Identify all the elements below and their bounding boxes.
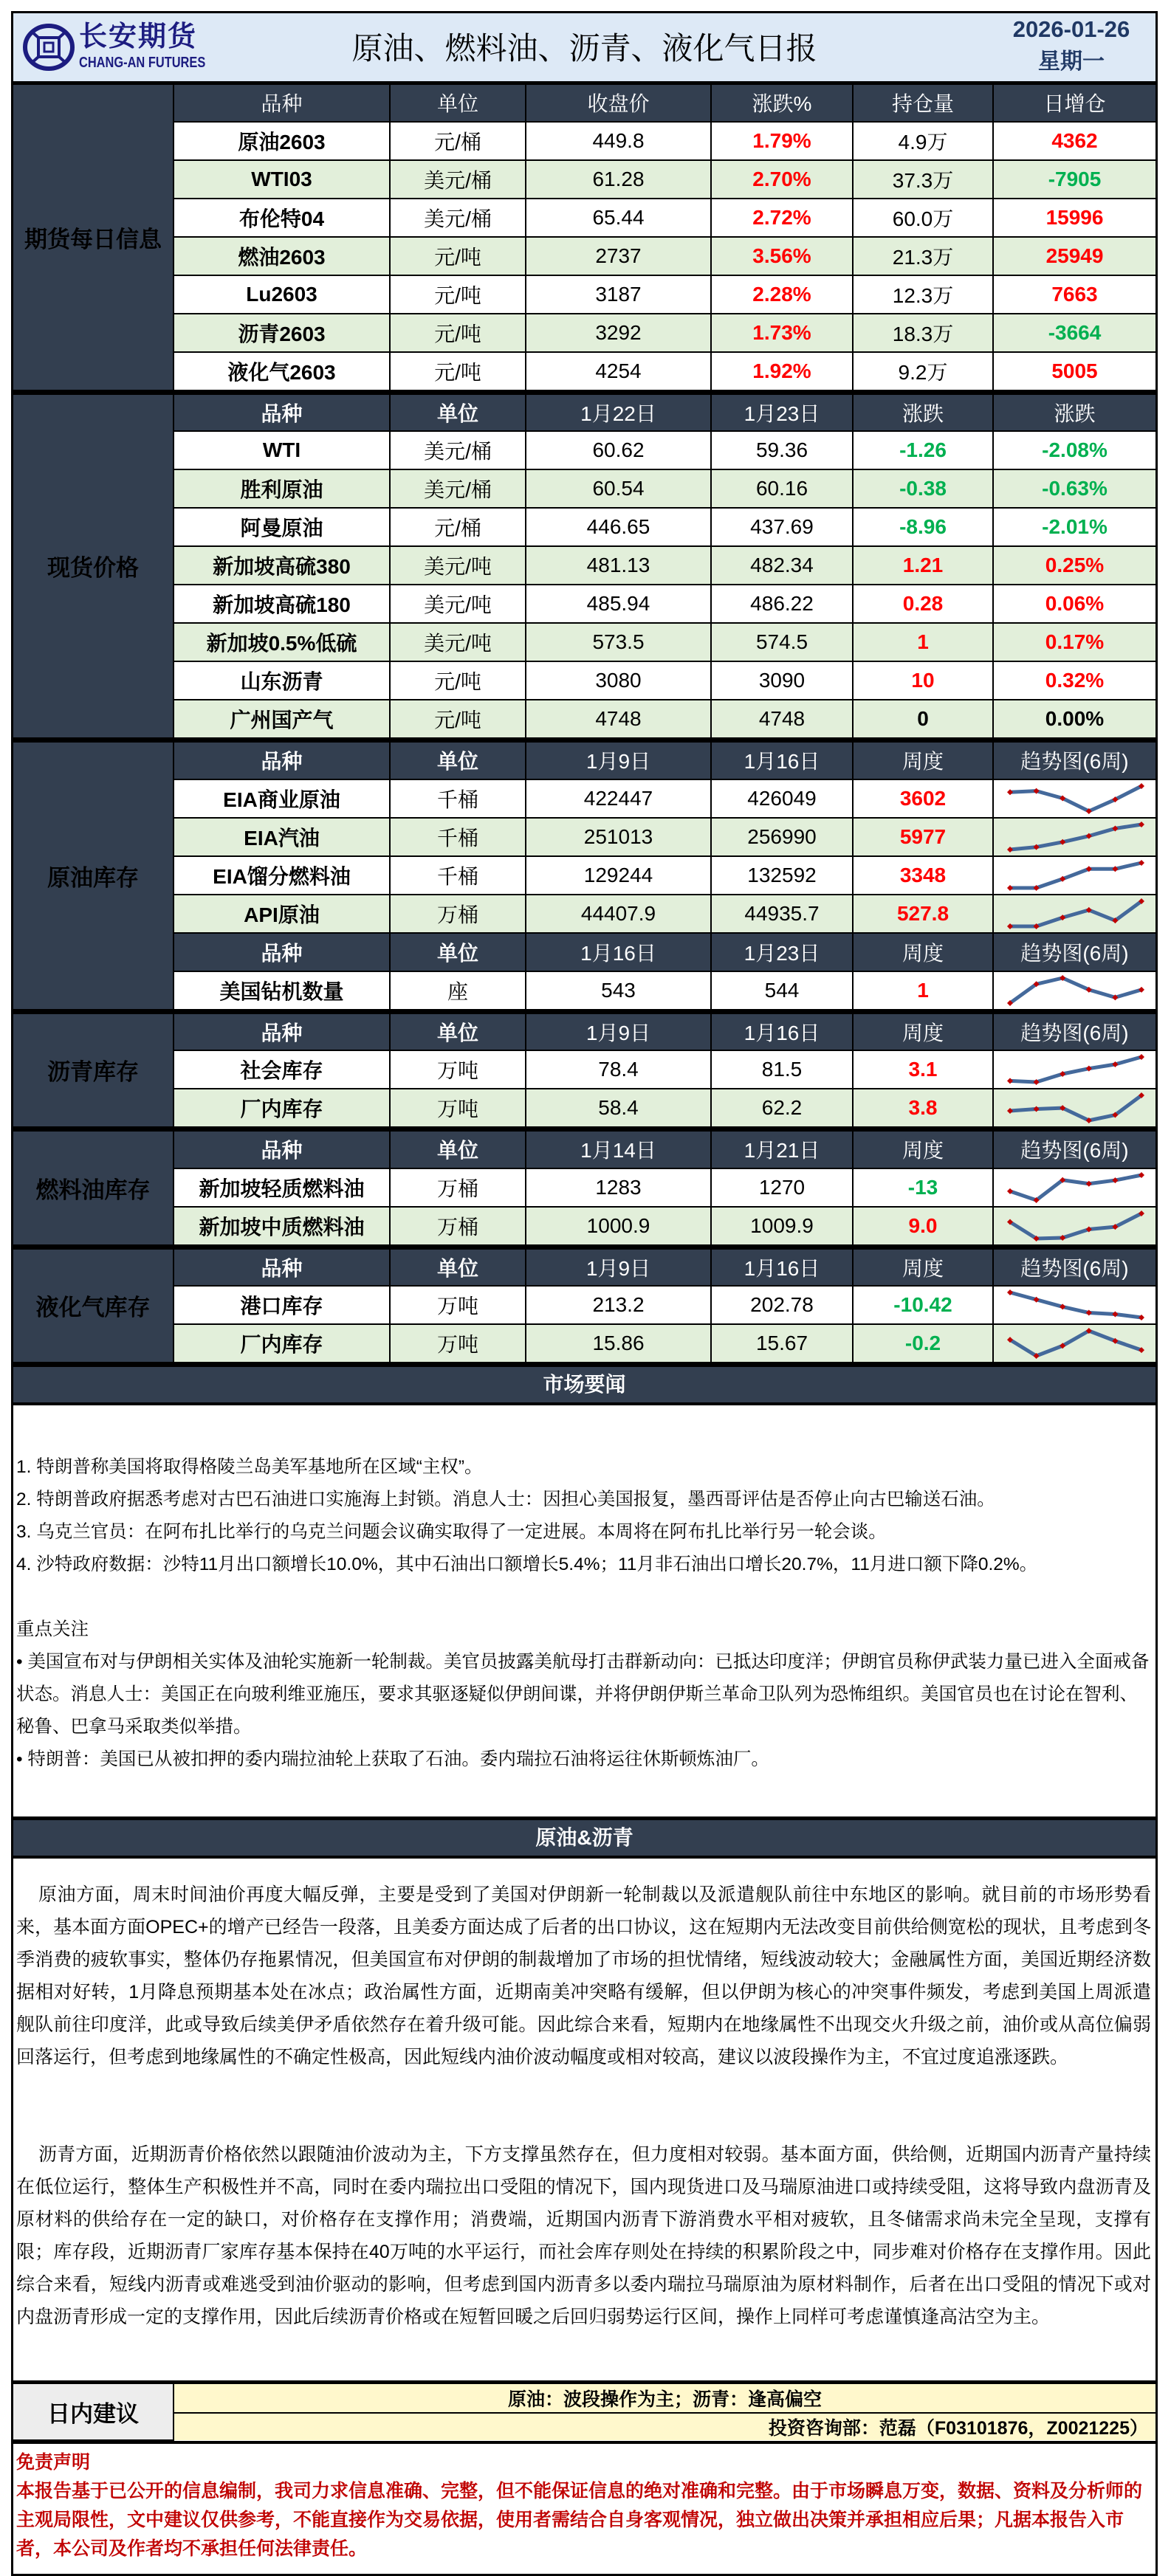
table-row: [13, 431, 1155, 469]
table-row: [13, 1324, 1155, 1363]
variety-cell: 原油2603: [174, 122, 390, 160]
table-row: [13, 971, 1155, 1010]
weekly-change-cell: 3.8: [853, 1089, 993, 1127]
focus-item: • 特朗普：美国已从被扣押的委内瑞拉油轮上获取了石油。委内瑞拉石油将运往休斯顿炼油厂。: [16, 1749, 769, 1769]
weekly-change-cell: -0.2: [853, 1324, 993, 1363]
col-header-oi-change: 日增仓: [993, 83, 1155, 122]
unit-cell: 元/桶: [390, 508, 526, 546]
col-header-unit: 单位: [390, 1012, 526, 1050]
table-row: [13, 199, 1155, 237]
change-pct-cell: -0.63%: [993, 469, 1155, 508]
report-date: 2026-01-26: [1012, 16, 1130, 42]
table-row: [13, 661, 1155, 700]
prev-value-cell: 58.4: [526, 1089, 711, 1127]
oi-change-cell: 5005: [993, 352, 1155, 390]
market-news-bar: [13, 1363, 1155, 1405]
table-row: [13, 856, 1155, 895]
unit-cell: 座: [390, 971, 526, 1010]
table-header-row: [13, 933, 1155, 971]
prev-price-cell: 485.94: [526, 585, 711, 623]
col-header-variety: 品种: [174, 393, 390, 431]
trend-sparkline: [993, 1050, 1155, 1089]
crude-inventory-table: [13, 739, 1155, 1010]
analysis-bar: [13, 1816, 1155, 1859]
col-header-variety: 品种: [174, 1012, 390, 1050]
col-header-close: 收盘价: [526, 83, 711, 122]
spot-price-table: [13, 391, 1155, 740]
prev-price-cell: 60.54: [526, 469, 711, 508]
weekly-change-cell: 3602: [853, 779, 993, 818]
col-header-weekly: 周度: [853, 1012, 993, 1050]
variety-cell: EIA商业原油: [174, 779, 390, 818]
close-price-cell: 3292: [526, 314, 711, 352]
change-pct-cell: -2.01%: [993, 508, 1155, 546]
table-row: [13, 700, 1155, 738]
variety-cell: EIA馏分燃料油: [174, 856, 390, 895]
table-row: [13, 1089, 1155, 1127]
section-label-spot: 现货价格: [13, 393, 174, 738]
unit-cell: 元/桶: [390, 122, 526, 160]
col-header-open-interest: 持仓量: [853, 83, 993, 122]
variety-cell: 港口库存: [174, 1286, 390, 1324]
spacer: [16, 1581, 1151, 1614]
change-pct-cell: 2.70%: [711, 160, 853, 199]
col-header-unit: 单位: [390, 1130, 526, 1168]
variety-cell: 燃油2603: [174, 237, 390, 275]
change-pct-cell: 0.25%: [993, 546, 1155, 585]
focus-item: • 美国宣布对与伊朗相关实体及油轮实施新一轮制裁。美官员披露美航母打击群新动向：已抵达印度洋；伊朗官员称伊武装力量已进入全面戒备状态。消息人士：美国正在向玻利维亚施压，要求其驱逐疑似伊朗间谍，并将伊朗伊斯兰革命卫队列为恐怖组织。美国官员也在讨论在智利、秘鲁、巴拿马采取类似举措。: [16, 1652, 1150, 1737]
analysis-paragraph-crude: 原油方面，周末时间油价再度大幅反弹，主要是受到了美国对伊朗新一轮制裁以及派遣舰队前往中东地区的影响。就目前的市场形势看来，基本面方面OPEC+的增产已经告一段落，且美委方面达成了后者的出口协议，这在短期内无法改变目前供给侧宽松的现状，且考虑到冬季消费的疲软事实，整体仍存拖累情况，但美国宣布对伊朗的制裁增加了市场的担忧情绪，短线波动较大；金融属性方面，美国近期经济数据相对好转，1月降息预期基本处在冰点；政治属性方面，近期南美冲突略有缓解，但以伊朗为核心的冲突事件频发，考虑到美国上周派遣舰队前往印度洋，此或导致后续美伊矛盾依然存在着升级可能。因此综合来看，短期内在地缘属性不出现交火升级之前，油价或从高位偏弱回落运行，但考虑到地缘属性的不确定性极高，因此短线内油价波动幅度或相对较高，建议以波段操作为主，不宜过度追涨逐跌。: [16, 1884, 1151, 2067]
table-row: [13, 508, 1155, 546]
prev-price-cell: 3080: [526, 661, 711, 700]
section-label-crude-inventory: 原油库存: [13, 741, 174, 1010]
table-row: [13, 895, 1155, 933]
col-header-change: 涨跌: [853, 393, 993, 431]
table-header-row: [13, 393, 1155, 431]
prev-value-cell: 15.86: [526, 1324, 711, 1363]
curr-value-cell: 1270: [711, 1168, 853, 1207]
col-header-curr-date: 1月23日: [711, 393, 853, 431]
prev-value-cell: 44407.9: [526, 895, 711, 933]
close-price-cell: 2737: [526, 237, 711, 275]
report-date-block: [997, 15, 1145, 77]
futures-daily-table: [13, 81, 1155, 391]
news-item: 3. 乌克兰官员：在阿布扎比举行的乌克兰问题会议确实取得了一定进展。本周将在阿布扎比举行另一轮会谈。: [16, 1522, 887, 1542]
curr-price-cell: 486.22: [711, 585, 853, 623]
change-pct-cell: 1.79%: [711, 122, 853, 160]
unit-cell: 美元/吨: [390, 585, 526, 623]
market-news-title: 市场要闻: [543, 1373, 626, 1396]
report-title: 原油、燃料油、沥青、液化气日报: [351, 31, 817, 66]
col-header-curr-date: 1月21日: [711, 1130, 853, 1168]
daily-report: [11, 11, 1158, 2576]
weekly-change-cell: 9.0: [853, 1207, 993, 1245]
unit-cell: 元/吨: [390, 352, 526, 390]
oi-change-cell: 25949: [993, 237, 1155, 275]
change-pct-cell: 0.00%: [993, 700, 1155, 738]
table-row: [13, 160, 1155, 199]
col-header-curr-date: 1月16日: [711, 1012, 853, 1050]
col-header-prev-date: 1月14日: [526, 1130, 711, 1168]
variety-cell: Lu2603: [174, 275, 390, 314]
curr-value-cell: 256990: [711, 818, 853, 856]
col-header-trend: 趋势图(6周): [993, 1247, 1155, 1286]
col-header-variety: 品种: [174, 83, 390, 122]
prev-value-cell: 78.4: [526, 1050, 711, 1089]
unit-cell: 元/吨: [390, 700, 526, 738]
trend-sparkline: [993, 779, 1155, 818]
change-pct-cell: 2.28%: [711, 275, 853, 314]
table-row: [13, 1207, 1155, 1245]
curr-value-cell: 1009.9: [711, 1207, 853, 1245]
col-header-trend: 趋势图(6周): [993, 1012, 1155, 1050]
report-header: [13, 13, 1155, 81]
variety-cell: 新加坡高硫380: [174, 546, 390, 585]
col-header-curr-date: 1月16日: [711, 741, 853, 779]
market-news-body: [13, 1405, 1155, 1816]
analysis-body: [13, 1859, 1155, 2380]
curr-price-cell: 482.34: [711, 546, 853, 585]
change-pct-cell: -2.08%: [993, 431, 1155, 469]
variety-cell: 新加坡中质燃料油: [174, 1207, 390, 1245]
variety-cell: 胜利原油: [174, 469, 390, 508]
change-pct-cell: 1.73%: [711, 314, 853, 352]
col-header-prev-date: 1月22日: [526, 393, 711, 431]
table-header-row: [13, 83, 1155, 122]
close-price-cell: 65.44: [526, 199, 711, 237]
asphalt-inventory-table: [13, 1010, 1155, 1129]
section-label-fuel-oil-inventory: 燃料油库存: [13, 1130, 174, 1245]
unit-cell: 元/吨: [390, 275, 526, 314]
prev-value-cell: 213.2: [526, 1286, 711, 1324]
table-header-row: [13, 1247, 1155, 1286]
change-cell: 1: [853, 623, 993, 661]
variety-cell: 厂内库存: [174, 1324, 390, 1363]
col-header-weekly: 周度: [853, 741, 993, 779]
variety-cell: 阿曼原油: [174, 508, 390, 546]
unit-cell: 美元/桶: [390, 199, 526, 237]
advice-analyst: 投资咨询部：范磊（F03101876，Z0021225）: [174, 2413, 1155, 2440]
table-row: [13, 352, 1155, 390]
unit-cell: 万桶: [390, 1207, 526, 1245]
col-header-trend: 趋势图(6周): [993, 1130, 1155, 1168]
table-row: [13, 818, 1155, 856]
table-row: [13, 122, 1155, 160]
col-header-curr-date: 1月23日: [711, 933, 853, 971]
change-pct-cell: 0.32%: [993, 661, 1155, 700]
disclaimer-text: 本报告基于已公开的信息编制，我司力求信息准确、完整，但不能保证信息的绝对准确和完整。由于市场瞬息万变，数据、资料及分析师的主观局限性，文中建议仅供参考，不能直接作为交易依据，使用者需结合自身客观情况，独立做出决策并承担相应后果；凡据本报告入市者，本公司及作者均不承担任何法律责任。: [16, 2481, 1143, 2559]
open-interest-cell: 12.3万: [853, 275, 993, 314]
news-item: 4. 沙特政府数据：沙特11月出口额增长10.0%，其中石油出口额增长5.4%；11月非石油出口增长20.7%，11月进口额下降0.2%。: [16, 1554, 1038, 1574]
col-header-prev-date: 1月9日: [526, 1012, 711, 1050]
advice-row: [13, 2413, 1155, 2440]
variety-cell: 布伦特04: [174, 199, 390, 237]
prev-price-cell: 446.65: [526, 508, 711, 546]
curr-price-cell: 59.36: [711, 431, 853, 469]
news-item: 2. 特朗普政府据悉考虑对古巴石油进口实施海上封锁。消息人士：因担心美国报复，墨西哥评估是否停止向古巴输送石油。: [16, 1490, 995, 1509]
curr-value-cell: 426049: [711, 779, 853, 818]
change-cell: 1.21: [853, 546, 993, 585]
variety-cell: WTI: [174, 431, 390, 469]
weekly-change-cell: -13: [853, 1168, 993, 1207]
curr-price-cell: 4748: [711, 700, 853, 738]
unit-cell: 万吨: [390, 1324, 526, 1363]
open-interest-cell: 21.3万: [853, 237, 993, 275]
table-row: [13, 779, 1155, 818]
unit-cell: 美元/吨: [390, 546, 526, 585]
advice-recommendation: 原油：波段操作为主；沥青：逢高偏空: [174, 2383, 1155, 2414]
close-price-cell: 61.28: [526, 160, 711, 199]
variety-cell: 沥青2603: [174, 314, 390, 352]
col-header-variety: 品种: [174, 933, 390, 971]
table-row: [13, 546, 1155, 585]
col-header-trend: 趋势图(6周): [993, 933, 1155, 971]
intraday-advice-table: [13, 2380, 1155, 2441]
curr-value-cell: 544: [711, 971, 853, 1010]
brand-name-cn: 长安期货: [79, 21, 198, 52]
table-row: [13, 237, 1155, 275]
weekly-change-cell: 3348: [853, 856, 993, 895]
curr-price-cell: 574.5: [711, 623, 853, 661]
variety-cell: 新加坡0.5%低硫: [174, 623, 390, 661]
weekly-change-cell: 527.8: [853, 895, 993, 933]
table-row: [13, 623, 1155, 661]
variety-cell: 新加坡高硫180: [174, 585, 390, 623]
change-pct-cell: 0.06%: [993, 585, 1155, 623]
weekly-change-cell: 3.1: [853, 1050, 993, 1089]
trend-sparkline: [993, 1207, 1155, 1245]
trend-sparkline: [993, 1286, 1155, 1324]
col-header-prev-date: 1月16日: [526, 933, 711, 971]
prev-value-cell: 422447: [526, 779, 711, 818]
col-header-weekly: 周度: [853, 1247, 993, 1286]
oi-change-cell: 7663: [993, 275, 1155, 314]
col-header-prev-date: 1月9日: [526, 741, 711, 779]
curr-value-cell: 81.5: [711, 1050, 853, 1089]
table-row: [13, 1050, 1155, 1089]
table-header-row: [13, 741, 1155, 779]
table-row: [13, 1286, 1155, 1324]
table-row: [13, 275, 1155, 314]
trend-sparkline: [993, 1324, 1155, 1363]
trend-sparkline: [993, 895, 1155, 933]
oi-change-cell: 15996: [993, 199, 1155, 237]
spacer: [16, 2073, 1151, 2138]
curr-value-cell: 15.67: [711, 1324, 853, 1363]
variety-cell: 液化气2603: [174, 352, 390, 390]
table-row: [13, 585, 1155, 623]
table-header-row: [13, 1130, 1155, 1168]
col-header-unit: 单位: [390, 741, 526, 779]
unit-cell: 美元/桶: [390, 431, 526, 469]
analysis-title: 原油&沥青: [535, 1826, 633, 1849]
oi-change-cell: -7905: [993, 160, 1155, 199]
lpg-inventory-table: [13, 1246, 1155, 1364]
variety-cell: 广州国产气: [174, 700, 390, 738]
change-cell: 0.28: [853, 585, 993, 623]
change-cell: 10: [853, 661, 993, 700]
col-header-variety: 品种: [174, 1130, 390, 1168]
curr-price-cell: 3090: [711, 661, 853, 700]
analysis-paragraph-asphalt: 沥青方面，近期沥青价格依然以跟随油价波动为主，下方支撑虽然存在，但力度相对较弱。基本面方面，供给侧，近期国内沥青产量持续在低位运行，整体生产积极性并不高，同时在委内瑞拉出口受阻的情况下，国内现货进口及马瑞原油进口或持续受阻，这将导致内盘沥青及原材料的供给存在一定的缺口，对价格存在支撑作用；消费端，近期国内沥青下游消费水平相对疲软，且冬储需求尚未完全呈现，支撑有限；库存段，近期沥青厂家库存基本保持在40万吨的水平运行，而社会库存则处在持续的积累阶段之中，同步难对价格存在支撑作用。因此综合来看，短线内沥青或难逃受到油价驱动的影响，但考虑到国内沥青多以委内瑞拉马瑞原油为原材料制作，后者在出口受阻的情况下或对内盘沥青形成一定的支撑作用，因此后续沥青价格或在短暂回暖之后回归弱势运行区间，操作上同样可考虑谨慎逢高沽空为主。: [16, 2144, 1151, 2327]
col-header-variety: 品种: [174, 1247, 390, 1286]
change-cell: 0: [853, 700, 993, 738]
report-weekday: 星期一: [1038, 49, 1105, 74]
section-label-futures: 期货每日信息: [13, 83, 174, 390]
variety-cell: 厂内库存: [174, 1089, 390, 1127]
col-header-variety: 品种: [174, 741, 390, 779]
change-pct-cell: 3.56%: [711, 237, 853, 275]
oi-change-cell: -3664: [993, 314, 1155, 352]
trend-sparkline: [993, 1168, 1155, 1207]
change-pct-cell: 2.72%: [711, 199, 853, 237]
prev-price-cell: 573.5: [526, 623, 711, 661]
table-row: [13, 314, 1155, 352]
weekly-change-cell: 1: [853, 971, 993, 1010]
trend-sparkline: [993, 971, 1155, 1010]
curr-value-cell: 62.2: [711, 1089, 853, 1127]
col-header-weekly: 周度: [853, 1130, 993, 1168]
trend-sparkline: [993, 1089, 1155, 1127]
open-interest-cell: 60.0万: [853, 199, 993, 237]
curr-value-cell: 44935.7: [711, 895, 853, 933]
prev-value-cell: 251013: [526, 818, 711, 856]
curr-price-cell: 60.16: [711, 469, 853, 508]
unit-cell: 万吨: [390, 1050, 526, 1089]
unit-cell: 元/吨: [390, 237, 526, 275]
col-header-unit: 单位: [390, 1247, 526, 1286]
section-label-asphalt-inventory: 沥青库存: [13, 1012, 174, 1127]
prev-price-cell: 481.13: [526, 546, 711, 585]
close-price-cell: 4254: [526, 352, 711, 390]
prev-value-cell: 1000.9: [526, 1207, 711, 1245]
close-price-cell: 449.8: [526, 122, 711, 160]
fuel-oil-inventory-table: [13, 1128, 1155, 1246]
col-header-prev-date: 1月9日: [526, 1247, 711, 1286]
prev-price-cell: 60.62: [526, 431, 711, 469]
change-pct-cell: 1.92%: [711, 352, 853, 390]
section-label-advice: 日内建议: [13, 2383, 174, 2441]
weekly-change-cell: -10.42: [853, 1286, 993, 1324]
weekly-change-cell: 5977: [853, 818, 993, 856]
advice-row: [13, 2383, 1155, 2414]
col-header-trend: 趋势图(6周): [993, 741, 1155, 779]
unit-cell: 千桶: [390, 856, 526, 895]
col-header-change-pct: 涨跌: [993, 393, 1155, 431]
unit-cell: 美元/桶: [390, 160, 526, 199]
table-row: [13, 1168, 1155, 1207]
focus-title: 重点关注: [16, 1619, 89, 1639]
open-interest-cell: 18.3万: [853, 314, 993, 352]
disclaimer: [13, 2441, 1155, 2574]
unit-cell: 美元/桶: [390, 469, 526, 508]
unit-cell: 万吨: [390, 1286, 526, 1324]
unit-cell: 万吨: [390, 1089, 526, 1127]
variety-cell: EIA汽油: [174, 818, 390, 856]
close-price-cell: 3187: [526, 275, 711, 314]
variety-cell: 美国钻机数量: [174, 971, 390, 1010]
trend-sparkline: [993, 856, 1155, 895]
change-pct-cell: 0.17%: [993, 623, 1155, 661]
prev-value-cell: 1283: [526, 1168, 711, 1207]
col-header-unit: 单位: [390, 393, 526, 431]
unit-cell: 千桶: [390, 779, 526, 818]
curr-price-cell: 437.69: [711, 508, 853, 546]
open-interest-cell: 4.9万: [853, 122, 993, 160]
prev-value-cell: 129244: [526, 856, 711, 895]
change-cell: -8.96: [853, 508, 993, 546]
variety-cell: 新加坡轻质燃料油: [174, 1168, 390, 1207]
trend-sparkline: [993, 818, 1155, 856]
change-cell: -1.26: [853, 431, 993, 469]
unit-cell: 千桶: [390, 818, 526, 856]
news-item: 1. 特朗普称美国将取得格陵兰岛美军基地所在区域“主权”。: [16, 1457, 483, 1477]
prev-value-cell: 543: [526, 971, 711, 1010]
variety-cell: WTI03: [174, 160, 390, 199]
open-interest-cell: 9.2万: [853, 352, 993, 390]
unit-cell: 元/吨: [390, 661, 526, 700]
curr-value-cell: 132592: [711, 856, 853, 895]
unit-cell: 万桶: [390, 895, 526, 933]
unit-cell: 美元/吨: [390, 623, 526, 661]
section-label-lpg-inventory: 液化气库存: [13, 1247, 174, 1363]
unit-cell: 元/吨: [390, 314, 526, 352]
disclaimer-title: 免责声明: [16, 2452, 91, 2473]
col-header-change-pct: 涨跌%: [711, 83, 853, 122]
prev-price-cell: 4748: [526, 700, 711, 738]
col-header-weekly: 周度: [853, 933, 993, 971]
open-interest-cell: 37.3万: [853, 160, 993, 199]
table-row: [13, 469, 1155, 508]
col-header-unit: 单位: [390, 83, 526, 122]
curr-value-cell: 202.78: [711, 1286, 853, 1324]
variety-cell: 社会库存: [174, 1050, 390, 1089]
variety-cell: API原油: [174, 895, 390, 933]
change-cell: -0.38: [853, 469, 993, 508]
brand-name-en: CHANG-AN FUTURES: [79, 55, 206, 71]
col-header-unit: 单位: [390, 933, 526, 971]
table-header-row: [13, 1012, 1155, 1050]
unit-cell: 万桶: [390, 1168, 526, 1207]
col-header-curr-date: 1月16日: [711, 1247, 853, 1286]
variety-cell: 山东沥青: [174, 661, 390, 700]
oi-change-cell: 4362: [993, 122, 1155, 160]
